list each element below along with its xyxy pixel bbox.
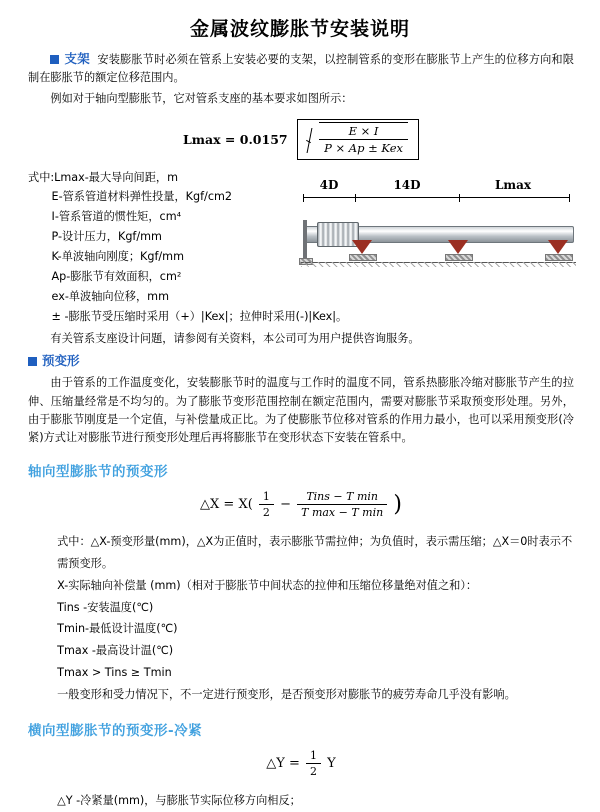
support-design-note: 有关管系支座设计问题，请参阅有关资料，本公司可为用户提供咨询服务。 — [50, 332, 420, 346]
ratio-denominator: T max − T min — [301, 505, 384, 519]
definition-line: ex-单波轴向位移，mm — [51, 290, 169, 304]
formula-delta-y — [28, 749, 574, 778]
guide-support-icon — [545, 240, 571, 262]
guide-base — [445, 254, 473, 261]
formula-delta-x-lhs: △X = X( — [200, 496, 253, 512]
document-body — [0, 49, 600, 812]
definition-line: ± -膨胀节受压缩时采用（+）|Kex|；拉伸时采用(-)|Kex|。 — [51, 310, 348, 324]
axial-line: Tmax -最高设计温(℃) — [57, 644, 174, 658]
axial-line: 一般变形和受力情况下，不一定进行预变形，是否预变形对膨胀节的疲劳寿命几乎没有影响。 — [57, 687, 516, 701]
section-heading-predeformation: 预变形 — [42, 353, 80, 369]
formula-delta-x-half — [259, 490, 274, 519]
half-numerator: 1 — [306, 749, 321, 764]
dimension-tick — [569, 194, 570, 202]
axial-line: Tmin-最低设计温度(℃) — [57, 622, 178, 636]
definition-line: P-设计压力，Kgf/mm — [51, 230, 162, 244]
diagram-label-4d: 4D — [319, 177, 339, 192]
section-heading-bracket: 支架 — [64, 51, 90, 66]
formula-lmax-numerator: E × I — [319, 124, 408, 140]
dimension-tick — [459, 194, 460, 202]
dimension-segment — [303, 197, 355, 198]
half-denominator: 2 — [310, 764, 317, 778]
lateral-line: △Y -冷紧量(mm)，与膨胀节实际位移方向相反； — [57, 793, 301, 807]
dimension-segment — [355, 197, 459, 198]
formula-delta-y-rhs: Y — [327, 755, 336, 771]
subsection-heading-axial-predeformation: 轴向型膨胀节的预变形 — [28, 463, 168, 480]
dimension-tick — [303, 194, 304, 202]
formula-lmax-block — [28, 119, 574, 160]
guide-support-icon — [349, 240, 375, 262]
guide-triangle — [448, 240, 468, 254]
anchor-post — [303, 220, 307, 260]
formula-delta-x-minus: − — [280, 496, 291, 512]
section-bracket-paragraph-2: 例如对于轴向型膨胀节，它对管系支座的基本要求如图所示： — [50, 92, 353, 106]
guide-base — [545, 254, 573, 261]
formula-delta-x-rhs: ) — [393, 491, 402, 517]
axial-line: X-实际轴向补偿量 (mm)（相对于膨胀节中间状态的拉伸和压缩位移量绝对值之和）： — [57, 578, 478, 592]
anchor-support-icon — [299, 220, 311, 262]
half-denominator: 2 — [262, 505, 270, 519]
section-predeformation — [28, 351, 574, 371]
axial-line: Tmax > Tins ≥ Tmin — [57, 666, 172, 680]
definition-line: 式中:Lmax-最大导向间距，m — [28, 170, 178, 184]
ratio-numerator: Tins − T min — [297, 490, 387, 505]
formula-lmax-denominator: P × Ap ± Kex — [324, 140, 403, 155]
diagram-dimension-lines — [295, 194, 578, 202]
ground-hatch — [301, 262, 576, 267]
definition-line: K-单波轴向刚度；Kgf/mm — [51, 250, 184, 264]
section-bracket-paragraph-1: 安装膨胀节时必须在管系上安装必要的支架，以控制管系的变形在膨胀节上产生的位移方向和限制在膨胀节的额定位移范围内。 — [28, 53, 574, 85]
formula-delta-x-ratio — [297, 490, 387, 519]
formula-lmax-fraction — [319, 122, 408, 155]
axial-line: 式中：△X-预变形量(mm)，△X为正值时，表示膨胀节需拉伸；为负值时，表示需压缩；△X＝0时表示不需预变形。 — [57, 534, 573, 570]
section-bracket — [28, 49, 574, 87]
diagram-label-14d: 14D — [393, 177, 421, 192]
diagram-label-lmax: Lmax — [494, 177, 532, 192]
section-predeformation-paragraph: 由于管系的工作温度变化，安装膨胀节时的温度与工作时的温度不同，管系热膨胀冷缩对膨胀节产生的拉伸、压缩量经常是不均匀的。为了膨胀节变形范围控制在额定范围内，需要对膨胀节采取预变形处理。另外，由于膨胀节刚度是一个定值，与补偿量成正比。为了使膨胀节位移对管系的作用力最小，也可以采用预变形(冷紧)方式让对膨胀节进行预变形处理后再将膨胀节在变形状态下安装在管系中。 — [28, 376, 574, 444]
formula-delta-x — [28, 490, 574, 519]
definition-line: E-管系管道材料弹性投量，Kgf/cm2 — [51, 190, 232, 204]
axial-expansion-joint-support-diagram — [295, 178, 578, 272]
page-title: 金属波纹膨胀节安装说明 — [189, 18, 410, 40]
document-page — [0, 14, 600, 807]
definitions-and-diagram — [28, 168, 574, 328]
axial-line: Tins -安装温度(℃) — [57, 600, 154, 614]
formula-delta-y-half — [306, 749, 321, 778]
dimension-segment — [459, 197, 569, 198]
sqrt-icon — [306, 124, 408, 155]
dimension-tick — [355, 194, 356, 202]
diagram-pipe-assembly — [295, 204, 578, 272]
guide-base — [349, 254, 377, 261]
formula-delta-y-lhs: △Y = — [266, 755, 300, 771]
formula-lmax-box — [297, 119, 419, 160]
half-numerator: 1 — [259, 490, 274, 505]
guide-triangle — [548, 240, 568, 254]
subsection-heading-lateral-predeformation: 横向型膨胀节的预变形-冷紧 — [28, 722, 203, 739]
blue-square-bullet-icon — [50, 55, 59, 64]
definition-line: I-管系管道的惯性矩，cm⁴ — [51, 210, 182, 224]
diagram-dimension-labels — [295, 178, 578, 194]
guide-triangle — [352, 240, 372, 254]
definition-line: Ap-膨胀节有效面积，cm² — [51, 270, 182, 284]
formula-lmax-lhs: Lmax = 0.0157 — [183, 132, 288, 148]
guide-support-icon — [445, 240, 471, 262]
blue-square-bullet-icon — [28, 357, 37, 366]
